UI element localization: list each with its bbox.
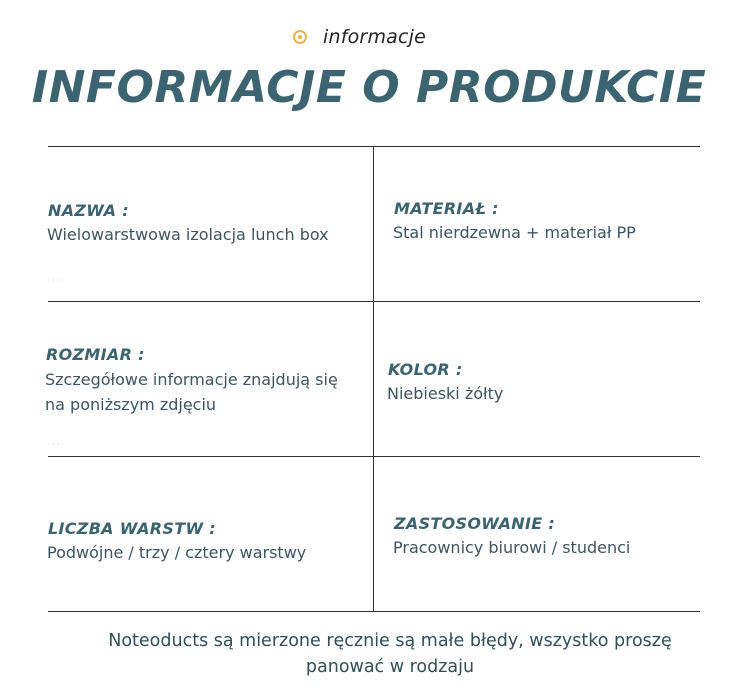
usage-value: Pracownicy biurowi / studenci <box>393 538 631 557</box>
name-label: NAZWA : <box>48 201 129 220</box>
name-value: Wielowarstwowa izolacja lunch box <box>47 225 329 244</box>
size-value-line: Szczegółowe informacje znajdują się <box>45 370 338 389</box>
measurement-note <box>40 628 740 680</box>
subtitle-row <box>0 24 750 52</box>
material-label: MATERIAŁ : <box>394 199 499 218</box>
material-value: Stal nierdzewna + materiał PP <box>393 223 636 242</box>
usage-label: ZASTOSOWANIE : <box>394 514 556 533</box>
decorative-dots: · · <box>52 276 60 285</box>
table-divider <box>48 146 700 147</box>
table-divider <box>48 611 700 612</box>
table-divider <box>48 301 700 302</box>
note-line: panować w rodzaju <box>305 657 475 677</box>
target-icon <box>293 30 307 44</box>
note-line: Noteoducts są mierzone ręcznie są małe błędy, wszystko proszę <box>108 631 672 651</box>
color-value: Niebieski żółty <box>387 384 504 403</box>
table-column-divider <box>373 146 374 611</box>
size-label: ROZMIAR : <box>46 345 145 364</box>
page-title: INFORMACJE O PRODUKCIE <box>31 62 707 113</box>
size-value <box>45 367 338 417</box>
section-subtitle: informacje <box>323 26 427 48</box>
layers-value: Podwójne / trzy / cztery warstwy <box>47 543 307 562</box>
color-label: KOLOR : <box>388 360 463 379</box>
decorative-dots: · · <box>52 440 60 449</box>
table-divider <box>48 456 700 457</box>
layers-label: LICZBA WARSTW : <box>48 519 216 538</box>
size-value-line: na poniższym zdjęciu <box>45 395 217 414</box>
